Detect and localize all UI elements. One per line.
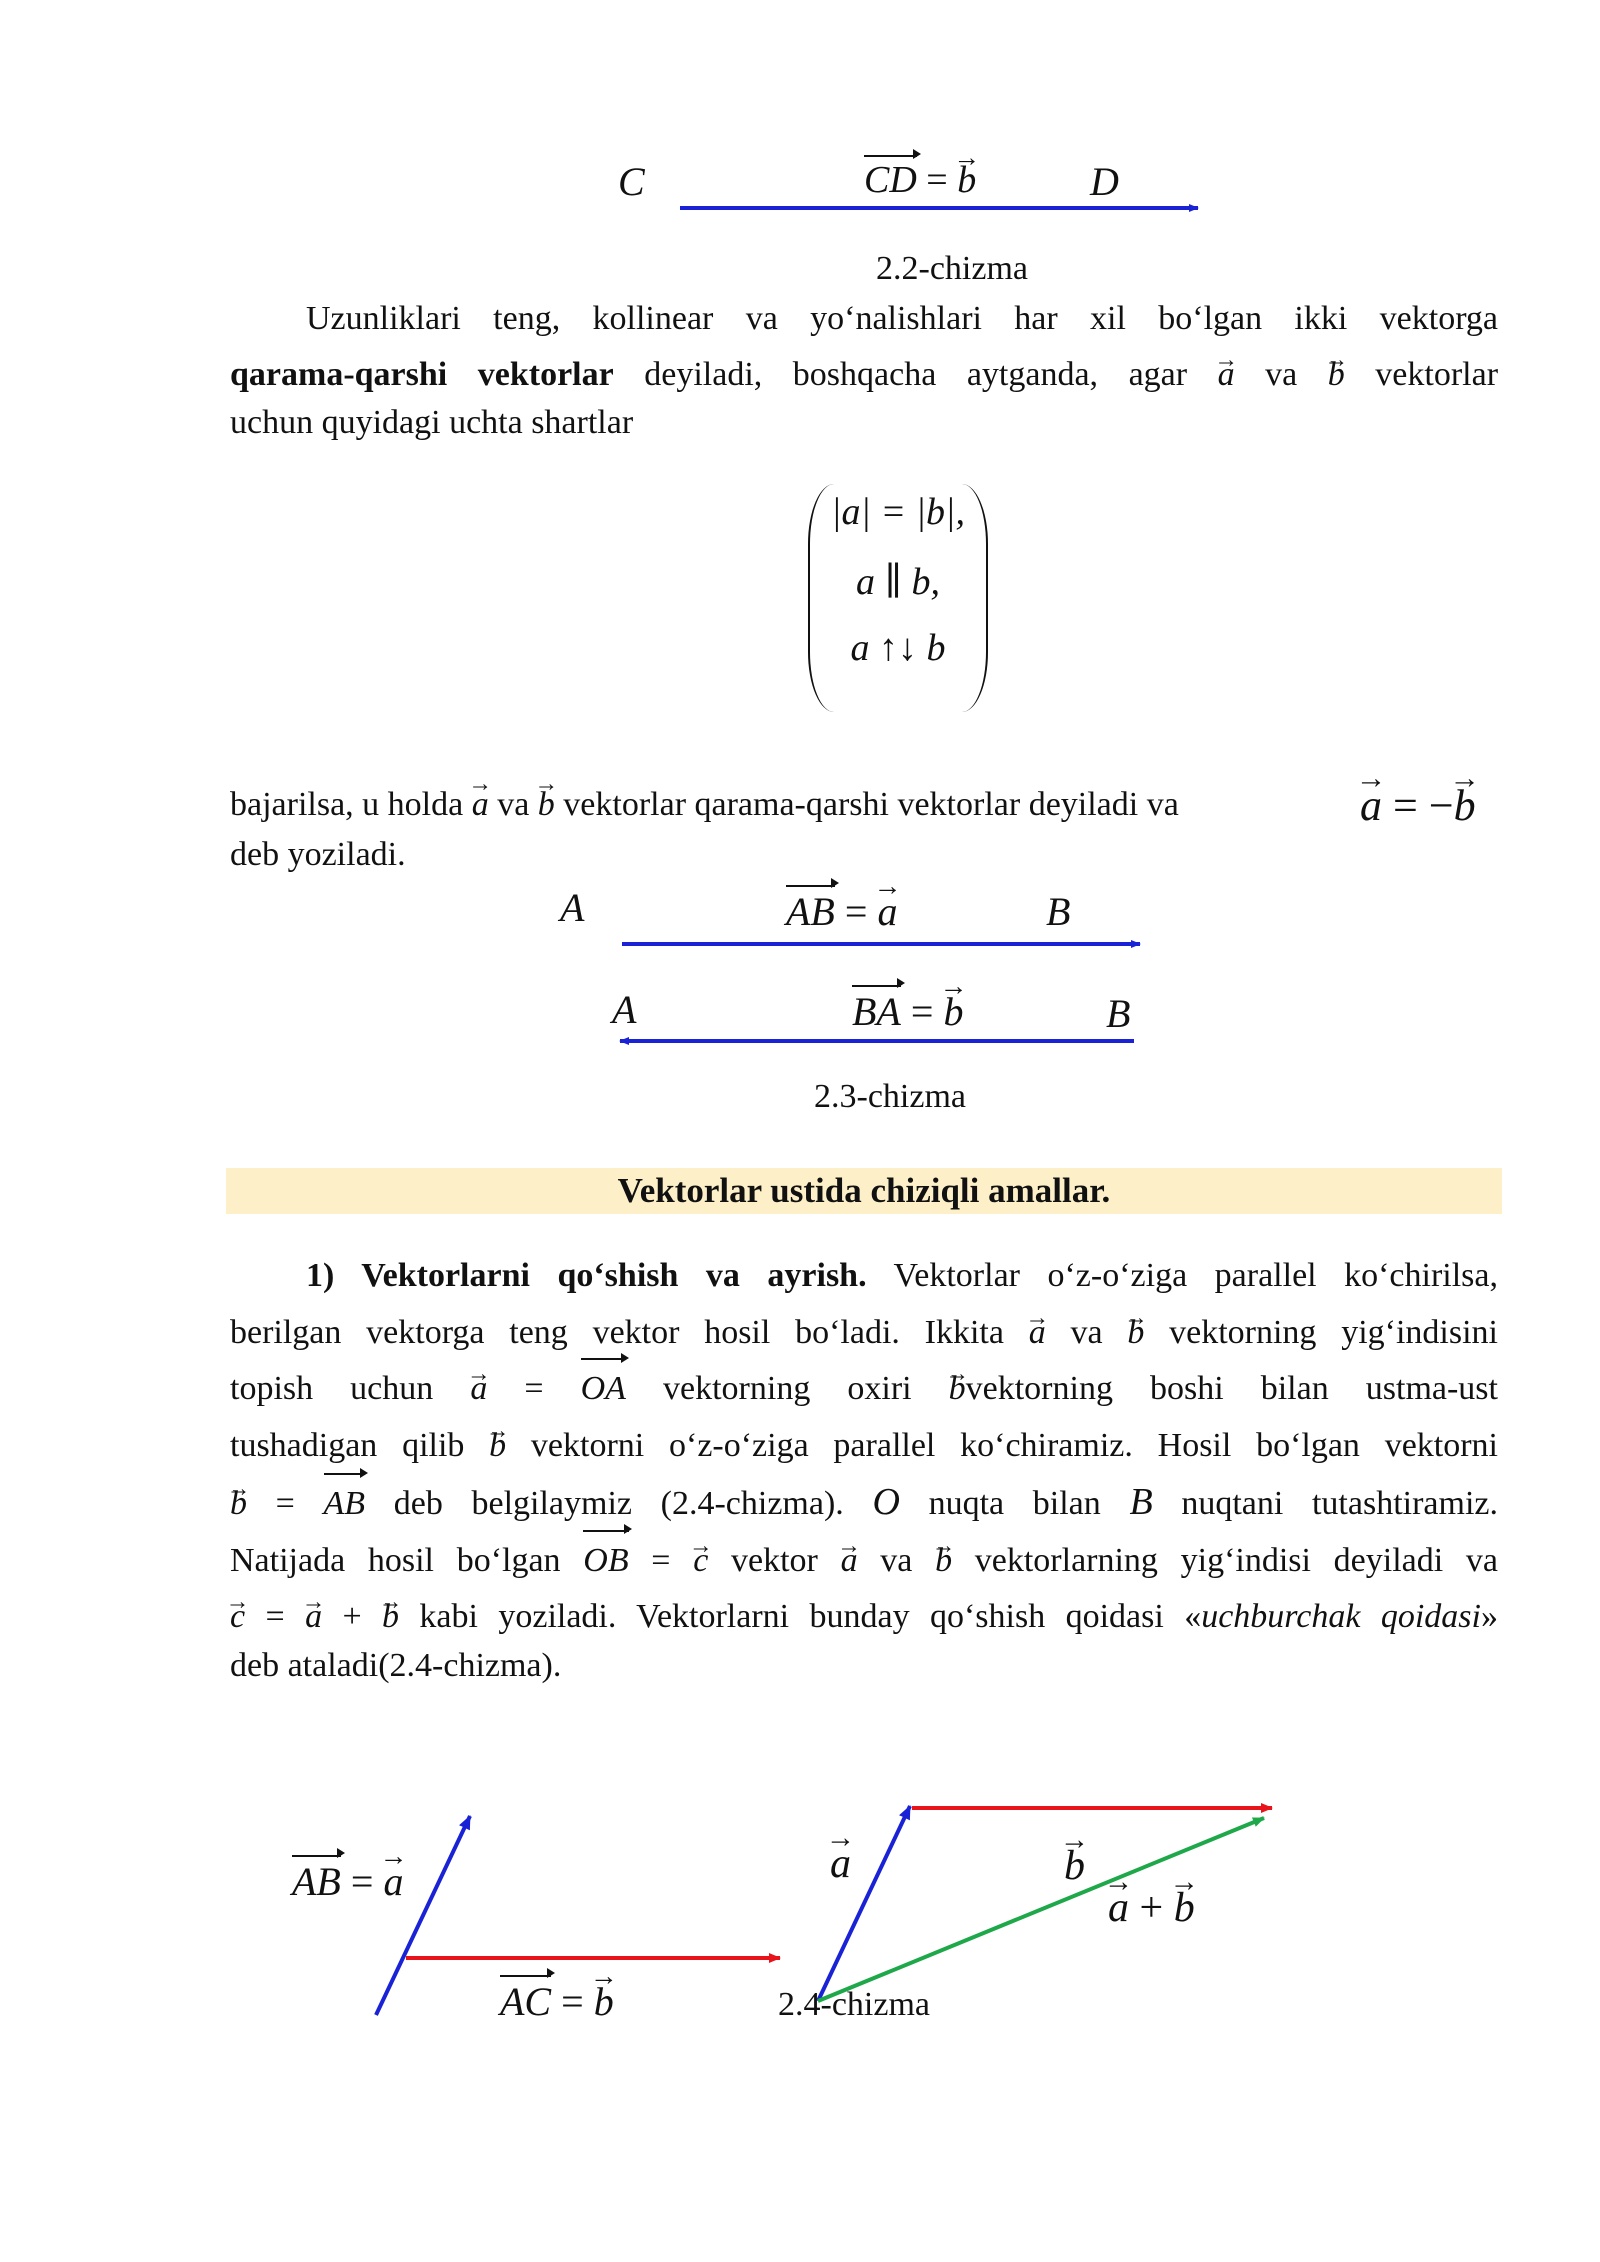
para1-vec-b: → b — [1328, 347, 1345, 403]
para1-va: va — [1234, 356, 1328, 393]
para2-vec-b: → b — [538, 786, 555, 824]
para3-line4 — [230, 1418, 1498, 1475]
para1-bold-term: qarama-qarshi vektorlar — [230, 356, 614, 393]
para3-l6-t3: vektorlarning yig‘indisi deyiladi va — [952, 1541, 1498, 1579]
para3-line3 — [230, 1361, 1498, 1418]
para3-l3-t2: vektorning oxiri — [625, 1370, 949, 1407]
paragraph-vector-addition — [230, 1248, 1498, 1686]
para3-l5-t2: nuqta bilan — [899, 1485, 1130, 1522]
fig23-bottom-label-a: A — [612, 987, 637, 1032]
para3-l7-plus: + — [322, 1598, 383, 1635]
para3-line7 — [230, 1589, 1498, 1646]
para3-l6-vec-c: → c — [693, 1533, 708, 1590]
para3-l3-eq: = — [487, 1370, 581, 1407]
fig24-sum-vec-b: → b — [1174, 1884, 1195, 1932]
para3-l3-oa: OA — [581, 1361, 626, 1418]
para3-bold-heading: 1) Vektorlarni qo‘shish va ayrish. — [306, 1257, 867, 1294]
section-heading: Vektorlar ustida chiziqli amallar. — [617, 1171, 1111, 1210]
para2-text1: bajarilsa, u holda — [230, 786, 472, 823]
para3-l6-va: va — [857, 1541, 936, 1579]
fig24-left-ac-label: AC = → b — [500, 1978, 614, 2025]
para3-line2 — [230, 1305, 1498, 1362]
para3-l5-t3: nuqtani tutashtiramiz. — [1152, 1485, 1498, 1522]
fig24-sum-vec-a: → a — [1108, 1884, 1129, 1932]
fig24-sum-plus: + — [1129, 1885, 1174, 1931]
para2-vec-a: → a — [472, 786, 489, 824]
para1-text: deyiladi, boshqacha aytganda, agar — [613, 356, 1218, 393]
fig24-left-ac-value: → b — [594, 1978, 614, 2025]
fig23-top-vector-label: AB = → a — [786, 888, 897, 935]
fig24-caption: 2.4-chizma — [778, 1986, 930, 2023]
conditions-system — [808, 484, 988, 712]
para3-l6-eq: = — [628, 1541, 694, 1579]
para3-l7-t2: » — [1480, 1598, 1498, 1635]
condition-equal-length: |a| = |b|, — [831, 491, 965, 533]
para3-l6-ob: OB — [583, 1533, 628, 1590]
fig24-left-ac-name: AC — [500, 1979, 552, 2024]
fig22-vec-name: CD — [864, 159, 917, 201]
para1-vec-a: → a — [1218, 347, 1235, 403]
fig24-left-ab-value: → a — [383, 1858, 403, 1905]
para3-l1-rest: Vektorlar o‘z-o‘ziga parallel ko‘chirilsa, — [866, 1257, 1498, 1294]
fig23-caption: 2.3-chizma — [814, 1078, 966, 1115]
para3-l5-vec-b: → b — [230, 1476, 247, 1533]
para3-l7-t1: kabi yoziladi. Vektorlarni bunday qo‘shish qoidasi « — [399, 1598, 1202, 1635]
para3-line6 — [230, 1533, 1498, 1590]
fig23-top-label-b: B — [1046, 889, 1071, 934]
fig24-left-ab-name: AB — [292, 1859, 341, 1904]
fig22-vec-value: → b — [957, 158, 976, 202]
fig22-caption: 2.2-chizma — [876, 250, 1028, 287]
para3-l4-t2: vektorni o‘z-o‘ziga parallel ko‘chiramiz. Hosil bo‘lgan vektorni — [506, 1426, 1498, 1464]
para3-l7-vec-c: → c — [230, 1589, 245, 1646]
para3-l4-vec-b: → b — [489, 1418, 506, 1475]
fig24-right-b-label — [1064, 1842, 1085, 1890]
para3-l2-t1: berilgan vektorga teng vektor hosil bo‘ladi. Ikkita — [230, 1313, 1029, 1351]
fig22-label-c: C — [618, 159, 645, 204]
para3-line5 — [230, 1474, 1498, 1533]
para3-l7-eq: = — [245, 1598, 306, 1635]
para2-va: va — [488, 786, 538, 823]
para3-l7-rule-name: uchburchak qoidasi — [1201, 1598, 1481, 1635]
fig22-label-d: D — [1090, 159, 1119, 204]
para3-l6-vec-b: → b — [935, 1533, 952, 1590]
fig23-top-label-a: A — [560, 885, 585, 930]
formula-vec-a: → a — [1360, 780, 1382, 831]
para3-line1 — [230, 1248, 1498, 1305]
para1-line3: uchun quyidagi uchta shartlar — [230, 404, 634, 441]
fig22-vector-label: CD = → b — [864, 158, 976, 202]
para3-l7-vec-a: → a — [305, 1589, 322, 1646]
fig23-bottom-vector-label: BA = → b — [852, 988, 963, 1035]
para3-line8: deb ataladi(2.4-chizma). — [230, 1646, 562, 1684]
para1-end: vektorlar — [1344, 356, 1499, 393]
paragraph-definition — [230, 786, 1498, 824]
fig23-bottom-vec-name: BA — [852, 989, 901, 1034]
para2-line2: deb yoziladi. — [230, 836, 406, 873]
para3-l6-t1: Natijada hosil bo‘lgan — [230, 1541, 584, 1579]
para3-l6-t2: vektor — [708, 1541, 841, 1579]
para3-l5-eq: = — [247, 1485, 324, 1522]
fig23-top-vec-name: AB — [786, 889, 835, 934]
fig23-bottom-vec-value: → b — [943, 988, 963, 1035]
fig24-right-vec-a: → a — [830, 1840, 851, 1888]
para3-l2-va: va — [1045, 1313, 1128, 1351]
fig23-top-vec-value: → a — [877, 888, 897, 935]
para3-l5-point-o: O — [872, 1481, 900, 1523]
para3-l2-vec-b: → b — [1127, 1305, 1144, 1362]
para3-l2-vec-a: → a — [1029, 1305, 1046, 1362]
condition-opposite-direction: a ↑↓ b — [850, 627, 946, 669]
para2-text2: vektorlar qarama-qarshi vektorlar deyiladi va — [554, 786, 1179, 823]
fig24-right-a-label — [830, 1840, 851, 1888]
para3-l4-t1: tushadigan qilib — [230, 1426, 490, 1464]
fig24-left-ab-label: AB = → a — [292, 1858, 403, 1905]
para3-l5-point-b: B — [1129, 1481, 1153, 1523]
condition-collinear: a ∥ b, — [855, 561, 941, 603]
para3-l3-t1: topish uchun — [230, 1370, 471, 1407]
para3-l2-t2: vektorning yig‘indisini — [1144, 1313, 1498, 1351]
formula-eq: = − — [1382, 781, 1454, 830]
para3-l3-vec-b: → b — [949, 1361, 966, 1418]
para1-line1: Uzunliklari teng, kollinear va yo‘nalishlari har xil bo‘lgan ikki vektorga — [306, 300, 1498, 337]
para3-l5-t1: deb belgilaymiz (2.4-chizma). — [365, 1485, 873, 1522]
para3-l3-t3: vektorning boshi bilan ustma-ust — [965, 1370, 1498, 1407]
paragraph-opposite-vectors — [230, 291, 1498, 443]
formula-a-eq-minus-b — [1360, 780, 1476, 831]
formula-vec-b: → b — [1454, 780, 1476, 831]
fig23-bottom-label-b: B — [1106, 991, 1131, 1036]
fig24-green-sum-vector — [818, 1818, 1264, 2001]
para3-l5-ab: AB — [324, 1476, 366, 1533]
para3-l3-vec-a: → a — [470, 1361, 487, 1418]
fig24-right-vec-b: → b — [1064, 1842, 1085, 1890]
fig24-sum-label — [1108, 1884, 1195, 1932]
para3-l6-vec-a: → a — [841, 1533, 858, 1590]
para3-l7-vec-b: → b — [382, 1589, 399, 1646]
para1-line2 — [230, 347, 1498, 403]
